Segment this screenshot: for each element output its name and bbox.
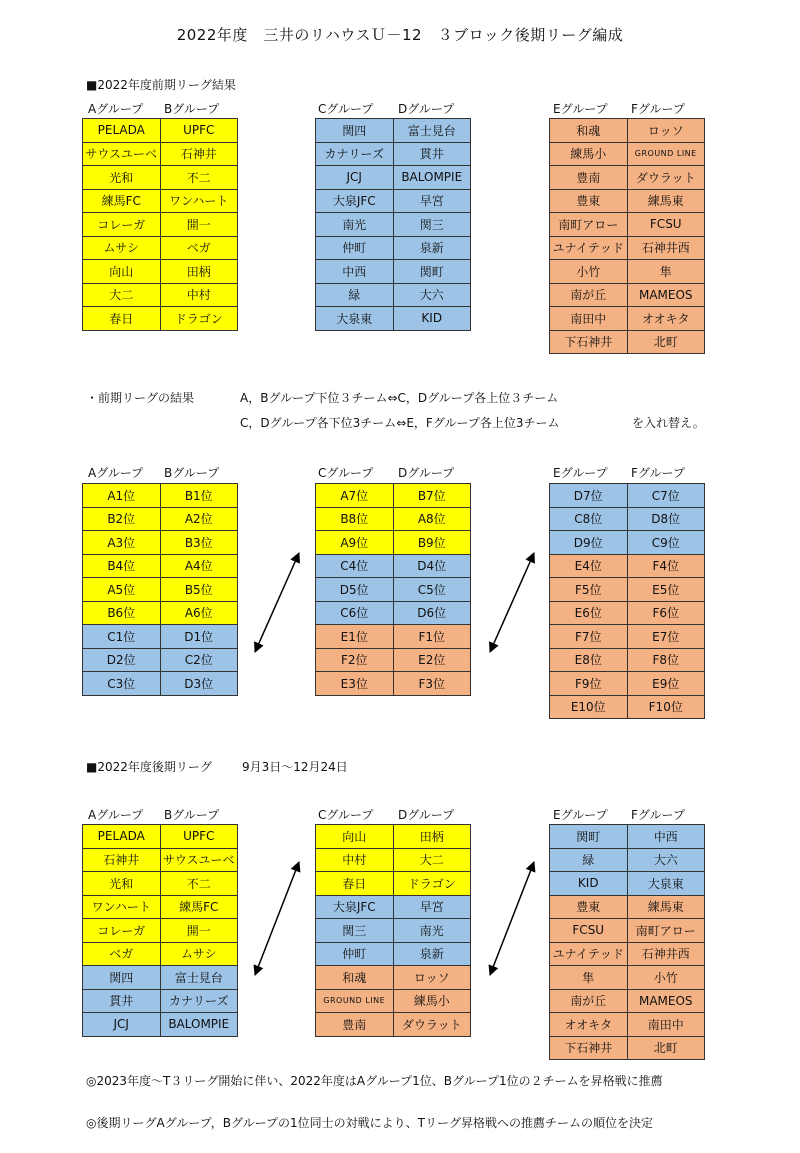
team-cell: ドラゴン — [393, 872, 471, 896]
team-cell: 緑 — [316, 283, 394, 307]
team-cell: F8位 — [627, 648, 705, 672]
team-cell: A4位 — [160, 554, 238, 578]
notes-line2: C，Dグループ各下位3チーム⇔E，Fグループ各上位3チーム — [240, 416, 560, 430]
team-cell: 貫井 — [393, 142, 471, 166]
team-cell: B4位 — [83, 554, 161, 578]
team-cell: 北町 — [627, 1036, 705, 1060]
team-cell: 南田中 — [627, 1013, 705, 1037]
team-cell: ロッソ — [393, 966, 471, 990]
team-cell: 豊南 — [550, 166, 628, 190]
team-cell: A1位 — [83, 484, 161, 508]
team-cell: GROUND LINE — [627, 142, 705, 166]
team-cell: E8位 — [550, 648, 628, 672]
team-cell: C1位 — [83, 625, 161, 649]
team-cell: 大六 — [393, 283, 471, 307]
team-cell: サウスユーベ — [160, 848, 238, 872]
team-cell: 関四 — [83, 966, 161, 990]
team-cell: 石神井 — [160, 142, 238, 166]
team-cell: ベガ — [83, 942, 161, 966]
team-cell: F1位 — [393, 625, 471, 649]
group-label: Aグループ — [88, 466, 144, 480]
team-cell: F9位 — [550, 672, 628, 696]
team-cell: JCJ — [316, 166, 394, 190]
team-cell: 関町 — [550, 825, 628, 849]
group-label: Aグループ — [88, 102, 144, 116]
table-row — [550, 966, 705, 990]
team-cell: 小竹 — [627, 966, 705, 990]
table-row — [316, 895, 471, 919]
team-cell: 大六 — [627, 848, 705, 872]
team-cell: 春日 — [83, 307, 161, 331]
team-cell: カナリーズ — [160, 989, 238, 1013]
table-row — [550, 989, 705, 1013]
team-cell: 南田中 — [550, 307, 628, 331]
team-cell: F6位 — [627, 601, 705, 625]
team-cell: 石神井西 — [627, 236, 705, 260]
team-cell: 石神井西 — [627, 942, 705, 966]
table-row — [550, 942, 705, 966]
team-cell: 関町 — [393, 260, 471, 284]
team-cell: 石神井 — [83, 848, 161, 872]
team-cell: A5位 — [83, 578, 161, 602]
team-cell: 向山 — [316, 825, 394, 849]
group-label: Fグループ — [631, 102, 685, 116]
group-label: Dグループ — [398, 466, 455, 480]
team-cell: F10位 — [627, 695, 705, 719]
team-cell: 大二 — [393, 848, 471, 872]
team-cell: MAMEOS — [627, 283, 705, 307]
section3-dates: 9月3日〜12月24日 — [242, 760, 348, 774]
team-cell: 和魂 — [550, 119, 628, 143]
team-cell: C5位 — [393, 578, 471, 602]
team-cell: 田柄 — [160, 260, 238, 284]
team-cell: ダウラット — [627, 166, 705, 190]
team-cell: 豊東 — [550, 895, 628, 919]
group-label: Dグループ — [398, 102, 455, 116]
table-row — [316, 966, 471, 990]
section1-heading: ■2022年度前期リーグ結果 — [86, 78, 236, 92]
group-label: Dグループ — [398, 808, 455, 822]
table-row — [83, 825, 238, 849]
team-cell: D7位 — [550, 484, 628, 508]
group-label: Fグループ — [631, 808, 685, 822]
team-cell: ダウラット — [393, 1013, 471, 1037]
team-cell: B1位 — [160, 484, 238, 508]
team-cell: ムサシ — [83, 236, 161, 260]
team-cell: 南光 — [316, 213, 394, 237]
team-cell: F2位 — [316, 648, 394, 672]
team-cell: 中西 — [316, 260, 394, 284]
team-cell: 大泉東 — [627, 872, 705, 896]
team-cell: 下石神井 — [550, 330, 628, 354]
team-cell: BALOMPIE — [393, 166, 471, 190]
table-row — [83, 919, 238, 943]
team-cell: 練馬FC — [83, 189, 161, 213]
team-cell: 南が丘 — [550, 283, 628, 307]
group-label: Cグループ — [318, 808, 374, 822]
team-cell: F5位 — [550, 578, 628, 602]
notes-suffix: を入れ替え。 — [632, 416, 705, 430]
team-cell: 中西 — [627, 825, 705, 849]
table-row — [316, 848, 471, 872]
team-cell: D6位 — [393, 601, 471, 625]
team-cell: MAMEOS — [627, 989, 705, 1013]
team-cell: 練馬小 — [393, 989, 471, 1013]
team-cell: F4位 — [627, 554, 705, 578]
team-cell: ユナイテッド — [550, 942, 628, 966]
table-row — [550, 848, 705, 872]
team-cell: オオキタ — [550, 1013, 628, 1037]
team-cell: PELADA — [83, 825, 161, 849]
team-cell: ユナイテッド — [550, 236, 628, 260]
team-cell: 小竹 — [550, 260, 628, 284]
team-cell: E4位 — [550, 554, 628, 578]
group-label: Cグループ — [318, 466, 374, 480]
table-row — [550, 1036, 705, 1060]
team-cell: BALOMPIE — [160, 1013, 238, 1037]
team-cell: 下石神井 — [550, 1036, 628, 1060]
team-cell: ロッソ — [627, 119, 705, 143]
table-row — [316, 942, 471, 966]
s3-cd-table — [315, 824, 471, 1037]
table-row — [316, 1013, 471, 1037]
team-cell: B2位 — [83, 507, 161, 531]
team-cell: カナリーズ — [316, 142, 394, 166]
group-label: Eグループ — [553, 808, 608, 822]
team-cell: D1位 — [160, 625, 238, 649]
team-cell: 豊東 — [550, 189, 628, 213]
team-cell: 和魂 — [316, 966, 394, 990]
team-cell: ワンハート — [160, 189, 238, 213]
team-cell: 南町アロー — [550, 213, 628, 237]
team-cell: FCSU — [627, 213, 705, 237]
team-cell: 関三 — [316, 919, 394, 943]
team-cell: 早宮 — [393, 895, 471, 919]
group-label: Bグループ — [164, 808, 220, 822]
team-cell: D9位 — [550, 531, 628, 555]
team-cell: E3位 — [316, 672, 394, 696]
team-cell: F3位 — [393, 672, 471, 696]
team-cell: オオキタ — [627, 307, 705, 331]
team-cell: C9位 — [627, 531, 705, 555]
team-cell: PELADA — [83, 119, 161, 143]
group-label: Eグループ — [553, 466, 608, 480]
notes-line1: A，Bグループ下位３チーム⇔C，Dグループ各上位３チーム — [240, 391, 559, 405]
team-cell: 隼 — [627, 260, 705, 284]
notes-label: ・前期リーグの結果 — [86, 391, 195, 405]
team-cell: 練馬FC — [160, 895, 238, 919]
table-row — [83, 1013, 238, 1037]
team-cell: B3位 — [160, 531, 238, 555]
page-title: 2022年度 三井のリハウスＵ－12 ３ブロック後期リーグ編成 — [176, 26, 624, 44]
team-cell: KID — [393, 307, 471, 331]
team-cell: 南が丘 — [550, 989, 628, 1013]
team-cell: C6位 — [316, 601, 394, 625]
team-cell: D3位 — [160, 672, 238, 696]
team-cell: 練馬東 — [627, 895, 705, 919]
team-cell: 北町 — [627, 330, 705, 354]
table-row — [83, 895, 238, 919]
team-cell: E7位 — [627, 625, 705, 649]
table-row — [83, 966, 238, 990]
team-cell: C8位 — [550, 507, 628, 531]
team-cell: 緑 — [550, 848, 628, 872]
table-row — [316, 825, 471, 849]
team-cell: 開一 — [160, 919, 238, 943]
table-row — [316, 919, 471, 943]
team-cell: 大泉JFC — [316, 189, 394, 213]
section3-heading: ■2022年度後期リーグ — [86, 760, 212, 774]
team-cell: FCSU — [550, 919, 628, 943]
team-cell: 開一 — [160, 213, 238, 237]
team-cell: C7位 — [627, 484, 705, 508]
team-cell: B9位 — [393, 531, 471, 555]
team-cell: A8位 — [393, 507, 471, 531]
double-arrow-icon — [255, 862, 299, 975]
team-cell: C2位 — [160, 648, 238, 672]
team-cell: B7位 — [393, 484, 471, 508]
section3-group-labels — [0, 806, 800, 824]
group-label: Bグループ — [164, 102, 220, 116]
team-cell: 不二 — [160, 872, 238, 896]
team-cell: A6位 — [160, 601, 238, 625]
team-cell: 泉新 — [393, 942, 471, 966]
footer-line1: ◎2023年度〜T３リーグ開始に伴い、2022年度はAグループ1位、Bグループ1位の２チームを昇格戦に推薦 — [86, 1074, 663, 1088]
team-cell: 泉新 — [393, 236, 471, 260]
team-cell: ドラゴン — [160, 307, 238, 331]
group-label: Eグループ — [553, 102, 608, 116]
team-cell: 中村 — [316, 848, 394, 872]
team-cell: 光和 — [83, 872, 161, 896]
table-row — [83, 872, 238, 896]
team-cell: D4位 — [393, 554, 471, 578]
team-cell: 大泉JFC — [316, 895, 394, 919]
team-cell: D8位 — [627, 507, 705, 531]
team-cell: E9位 — [627, 672, 705, 696]
team-cell: 南光 — [393, 919, 471, 943]
team-cell: 練馬東 — [627, 189, 705, 213]
group-label: Aグループ — [88, 808, 144, 822]
team-cell: 関四 — [316, 119, 394, 143]
team-cell: B8位 — [316, 507, 394, 531]
team-cell: ベガ — [160, 236, 238, 260]
team-cell: B5位 — [160, 578, 238, 602]
team-cell: コレーガ — [83, 919, 161, 943]
team-cell: 豊南 — [316, 1013, 394, 1037]
team-cell: 向山 — [83, 260, 161, 284]
team-cell: UPFC — [160, 825, 238, 849]
team-cell: 貫井 — [83, 989, 161, 1013]
team-cell: 光和 — [83, 166, 161, 190]
team-cell: D2位 — [83, 648, 161, 672]
team-cell: 富士見台 — [160, 966, 238, 990]
group-label: Bグループ — [164, 466, 220, 480]
team-cell: GROUND LINE — [316, 989, 394, 1013]
team-cell: A3位 — [83, 531, 161, 555]
team-cell: 不二 — [160, 166, 238, 190]
team-cell: E10位 — [550, 695, 628, 719]
team-cell: 富士見台 — [393, 119, 471, 143]
team-cell: コレーガ — [83, 213, 161, 237]
table-row — [316, 872, 471, 896]
team-cell: 関三 — [393, 213, 471, 237]
team-cell: C3位 — [83, 672, 161, 696]
group-label: Cグループ — [318, 102, 374, 116]
team-cell: サウスユーベ — [83, 142, 161, 166]
team-cell: E6位 — [550, 601, 628, 625]
team-cell: 中村 — [160, 283, 238, 307]
team-cell: F7位 — [550, 625, 628, 649]
team-cell: UPFC — [160, 119, 238, 143]
team-cell: D5位 — [316, 578, 394, 602]
team-cell: B6位 — [83, 601, 161, 625]
team-cell: 練馬小 — [550, 142, 628, 166]
team-cell: 仲町 — [316, 236, 394, 260]
team-cell: 春日 — [316, 872, 394, 896]
team-cell: ムサシ — [160, 942, 238, 966]
team-cell: 仲町 — [316, 942, 394, 966]
team-cell: E2位 — [393, 648, 471, 672]
table-row — [316, 989, 471, 1013]
s3-ab-table — [82, 824, 238, 1037]
team-cell: 田柄 — [393, 825, 471, 849]
double-arrow-icon — [490, 553, 534, 652]
team-cell: ワンハート — [83, 895, 161, 919]
table-row — [550, 919, 705, 943]
table-row — [83, 989, 238, 1013]
group-label: Fグループ — [631, 466, 685, 480]
team-cell: KID — [550, 872, 628, 896]
team-cell: E1位 — [316, 625, 394, 649]
s3-ef-table — [549, 824, 705, 1060]
table-row — [550, 895, 705, 919]
team-cell: A2位 — [160, 507, 238, 531]
table-row — [83, 942, 238, 966]
team-cell: A9位 — [316, 531, 394, 555]
footer-line2: ◎後期リーグAグループ，Bグループの1位同士の対戦により、Tリーグ昇格戦への推薦チームの順位を決定 — [86, 1116, 654, 1130]
team-cell: JCJ — [83, 1013, 161, 1037]
table-row — [550, 1013, 705, 1037]
team-cell: 早宮 — [393, 189, 471, 213]
team-cell: C4位 — [316, 554, 394, 578]
table-row — [550, 872, 705, 896]
double-arrow-icon — [490, 862, 534, 975]
team-cell: 隼 — [550, 966, 628, 990]
table-row — [83, 848, 238, 872]
double-arrow-icon — [255, 553, 299, 652]
team-cell: 大泉東 — [316, 307, 394, 331]
team-cell: 南町アロー — [627, 919, 705, 943]
table-row — [550, 825, 705, 849]
team-cell: A7位 — [316, 484, 394, 508]
team-cell: 大二 — [83, 283, 161, 307]
team-cell: E5位 — [627, 578, 705, 602]
